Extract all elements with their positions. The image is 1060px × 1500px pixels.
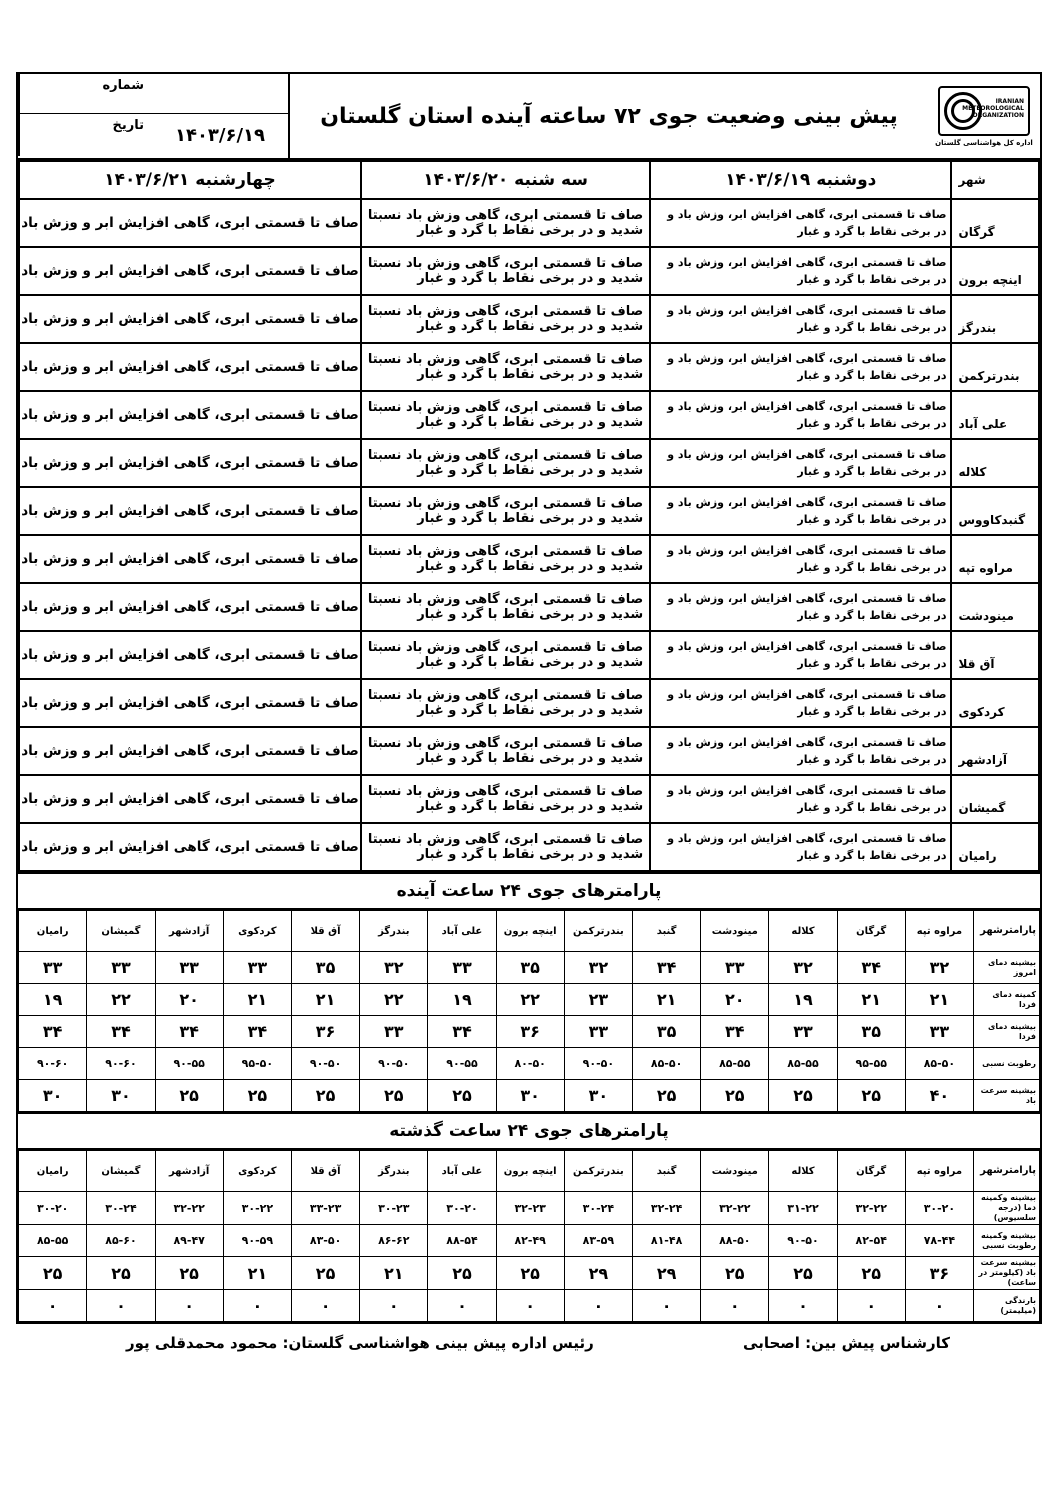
- param-value: ۳۰: [496, 1080, 564, 1112]
- day3-forecast: صاف تا قسمتی ابری، گاهی افزایش ابر و وزش باد: [19, 823, 361, 871]
- param-value: ۳۴: [19, 1016, 87, 1048]
- param-value: ۳۳: [428, 952, 496, 984]
- day2-forecast: صاف تا قسمتی ابری، گاهی وزش باد نسبتا شدید و در برخی نقاط با گرد و غبار: [361, 295, 650, 343]
- param-value: ۲۵: [428, 1080, 496, 1112]
- day1-forecast: صاف تا قسمتی ابری، گاهی افزایش ابر، وزش باد و در برخی نقاط با گرد و غبار: [650, 343, 951, 391]
- param-value: ۳۲-۲۲: [701, 1192, 769, 1225]
- logo-emblem: [938, 86, 1030, 136]
- param-label: کمینه دمای فردا: [974, 984, 1040, 1016]
- city-column-header: مینودشت: [701, 911, 769, 952]
- city-column-header: رامیان: [19, 1151, 87, 1192]
- param-value: ۳۴: [701, 1016, 769, 1048]
- param-value: ۳۰-۲۰: [905, 1192, 973, 1225]
- day1-forecast: صاف تا قسمتی ابری، گاهی افزایش ابر، وزش باد و در برخی نقاط با گرد و غبار: [650, 199, 951, 247]
- logo-caption: اداره کل هواشناسی گلستان: [935, 138, 1033, 147]
- number-label: شماره: [18, 74, 152, 114]
- forecast-row: [19, 727, 1039, 775]
- param-value: ۸۳-۵۰: [291, 1225, 359, 1257]
- param-value: ۹۰-۵۰: [564, 1048, 632, 1080]
- param-value: ۳۰-۲۴: [564, 1192, 632, 1225]
- param-value: ۰: [496, 1290, 564, 1322]
- city-column-header: کردکوی: [223, 1151, 291, 1192]
- day1-forecast: صاف تا قسمتی ابری، گاهی افزایش ابر، وزش باد و در برخی نقاط با گرد و غبار: [650, 631, 951, 679]
- day2-forecast: صاف تا قسمتی ابری، گاهی وزش باد نسبتا شدید و در برخی نقاط با گرد و غبار: [361, 823, 650, 871]
- city-column-header: اینچه برون: [496, 911, 564, 952]
- page-title: پیش بینی وضعیت جوی ۷۲ ساعته آینده استان گلستان: [320, 103, 898, 129]
- city-column-header: گنبد: [632, 1151, 700, 1192]
- param-value: ۳۶: [291, 1016, 359, 1048]
- city-column-header: گمیشان: [87, 911, 155, 952]
- day1-forecast: صاف تا قسمتی ابری، گاهی افزایش ابر، وزش باد و در برخی نقاط با گرد و غبار: [650, 391, 951, 439]
- param-value: ۳۳: [155, 952, 223, 984]
- param-value: ۲۵: [155, 1257, 223, 1290]
- param-value: ۸۸-۵۴: [428, 1225, 496, 1257]
- param-value: ۲۵: [769, 1080, 837, 1112]
- past24-title: پارامترهای جوی ۲۴ ساعت گذشته: [18, 1112, 1040, 1150]
- param-value: ۸۶-۶۲: [360, 1225, 428, 1257]
- forecast-table: [18, 160, 1040, 872]
- param-value: ۳۳: [223, 952, 291, 984]
- param-value: ۲۵: [701, 1080, 769, 1112]
- param-row: [19, 1290, 1040, 1322]
- param-value: ۰: [564, 1290, 632, 1322]
- param-value: ۳۰-۲۳: [360, 1192, 428, 1225]
- param-value: ۲۵: [19, 1257, 87, 1290]
- city-column-header: مراوه تپه: [905, 911, 973, 952]
- param-value: ۲۱: [905, 984, 973, 1016]
- city-column-header: کلاله: [769, 1151, 837, 1192]
- param-row: [19, 1080, 1040, 1112]
- param-value: ۳۴: [155, 1016, 223, 1048]
- param-value: ۸۸-۵۰: [701, 1225, 769, 1257]
- param-value: ۳۲: [360, 952, 428, 984]
- param-value: ۳۲: [905, 952, 973, 984]
- city-name: آزادشهر: [951, 727, 1039, 775]
- param-value: ۳۳: [564, 1016, 632, 1048]
- param-value: ۳۲: [564, 952, 632, 984]
- city-column-header: گمیشان: [87, 1151, 155, 1192]
- param-value: ۹۰-۶۰: [87, 1048, 155, 1080]
- day3-forecast: صاف تا قسمتی ابری، گاهی افزایش ابر و وزش باد: [19, 535, 361, 583]
- city-column-header: آق قلا: [291, 911, 359, 952]
- day3-forecast: صاف تا قسمتی ابری، گاهی افزایش ابر و وزش باد: [19, 487, 361, 535]
- param-value: ۲۱: [837, 984, 905, 1016]
- param-value: ۲۹: [632, 1257, 700, 1290]
- param-value: ۸۵-۵۰: [632, 1048, 700, 1080]
- param-value: ۸۵-۵۵: [701, 1048, 769, 1080]
- forecast-row: [19, 535, 1039, 583]
- city-column-header: کردکوی: [223, 911, 291, 952]
- param-value: ۳۳: [905, 1016, 973, 1048]
- param-value: ۳۴: [223, 1016, 291, 1048]
- param-row: [19, 1192, 1040, 1225]
- city-column-header: گنبد: [632, 911, 700, 952]
- param-value: ۲۱: [291, 984, 359, 1016]
- param-value: ۹۵-۵۵: [837, 1048, 905, 1080]
- param-value: ۸۵-۵۰: [905, 1048, 973, 1080]
- day2-forecast: صاف تا قسمتی ابری، گاهی وزش باد نسبتا شدید و در برخی نقاط با گرد و غبار: [361, 343, 650, 391]
- param-value: ۹۵-۵۰: [223, 1048, 291, 1080]
- param-value: ۳۴: [632, 952, 700, 984]
- param-value: ۳۰-۲۰: [19, 1192, 87, 1225]
- day3-forecast: صاف تا قسمتی ابری، گاهی افزایش ابر و وزش باد: [19, 583, 361, 631]
- day1-forecast: صاف تا قسمتی ابری، گاهی افزایش ابر، وزش باد و در برخی نقاط با گرد و غبار: [650, 439, 951, 487]
- forecaster-name: کارشناس پیش بین: اصحابی: [743, 1334, 950, 1352]
- day-header: دوشنبه ۱۴۰۳/۶/۱۹: [650, 161, 951, 199]
- city-column-header: بندرگز: [360, 1151, 428, 1192]
- param-label: بیشینه وکمینه دما (درجه سلسیوس): [974, 1192, 1040, 1225]
- city-name: کلاله: [951, 439, 1039, 487]
- param-value: ۸۵-۵۵: [769, 1048, 837, 1080]
- param-value: ۰: [19, 1290, 87, 1322]
- param-label: بارندگی (میلیمتر): [974, 1290, 1040, 1322]
- param-value: ۰: [701, 1290, 769, 1322]
- day1-forecast: صاف تا قسمتی ابری، گاهی افزایش ابر، وزش باد و در برخی نقاط با گرد و غبار: [650, 535, 951, 583]
- forecast-sheet: [16, 72, 1042, 1324]
- city-name: کردکوی: [951, 679, 1039, 727]
- param-value: ۲۵: [428, 1257, 496, 1290]
- param-value: ۰: [905, 1290, 973, 1322]
- param-value: ۰: [360, 1290, 428, 1322]
- param-value: ۳۲-۲۲: [837, 1192, 905, 1225]
- city-name: آق قلا: [951, 631, 1039, 679]
- param-label: بیشینه دمای فردا: [974, 1016, 1040, 1048]
- city-name: اینچه برون: [951, 247, 1039, 295]
- logo-text: IRANIAN METEOROLOGICAL ORGANIZATION: [962, 97, 1024, 119]
- city-column-header: بندرترکمن: [564, 1151, 632, 1192]
- param-value: ۸۲-۵۴: [837, 1225, 905, 1257]
- next24-table: [18, 910, 1040, 1112]
- param-value: ۳۲-۲۲: [155, 1192, 223, 1225]
- param-value: ۳۴: [837, 952, 905, 984]
- param-value: ۳۰: [19, 1080, 87, 1112]
- param-value: ۲۵: [496, 1257, 564, 1290]
- forecast-row: [19, 775, 1039, 823]
- param-value: ۳۵: [496, 952, 564, 984]
- param-value: ۳۰-۲۴: [87, 1192, 155, 1225]
- forecast-row: [19, 199, 1039, 247]
- city-column-header: رامیان: [19, 911, 87, 952]
- past24-table: [18, 1150, 1040, 1322]
- param-value: ۴۰: [905, 1080, 973, 1112]
- day3-forecast: صاف تا قسمتی ابری، گاهی افزایش ابر و وزش باد: [19, 679, 361, 727]
- day2-forecast: صاف تا قسمتی ابری، گاهی وزش باد نسبتا شدید و در برخی نقاط با گرد و غبار: [361, 247, 650, 295]
- day3-forecast: صاف تا قسمتی ابری، گاهی افزایش ابر و وزش باد: [19, 247, 361, 295]
- day2-forecast: صاف تا قسمتی ابری، گاهی وزش باد نسبتا شدید و در برخی نقاط با گرد و غبار: [361, 535, 650, 583]
- day2-forecast: صاف تا قسمتی ابری، گاهی وزش باد نسبتا شدید و در برخی نقاط با گرد و غبار: [361, 775, 650, 823]
- param-column-header: پارامترشهر: [974, 911, 1040, 952]
- param-value: ۱۹: [428, 984, 496, 1016]
- param-value: ۰: [87, 1290, 155, 1322]
- param-value: ۰: [155, 1290, 223, 1322]
- forecast-row: [19, 247, 1039, 295]
- day3-forecast: صاف تا قسمتی ابری، گاهی افزایش ابر و وزش باد: [19, 775, 361, 823]
- city-name: مراوه تپه: [951, 535, 1039, 583]
- param-value: ۲۵: [155, 1080, 223, 1112]
- param-value: ۳۲: [769, 952, 837, 984]
- city-column-header: شهر: [951, 161, 1039, 199]
- city-column-header: آزادشهر: [155, 1151, 223, 1192]
- param-value: ۲۵: [632, 1080, 700, 1112]
- day1-forecast: صاف تا قسمتی ابری، گاهی افزایش ابر، وزش باد و در برخی نقاط با گرد و غبار: [650, 583, 951, 631]
- param-value: ۰: [428, 1290, 496, 1322]
- param-row: [19, 1048, 1040, 1080]
- param-value: ۳۰-۲۲: [223, 1192, 291, 1225]
- city-column-header: مینودشت: [701, 1151, 769, 1192]
- param-value: ۹۰-۵۰: [291, 1048, 359, 1080]
- param-value: ۲۵: [291, 1257, 359, 1290]
- param-value: ۲۲: [360, 984, 428, 1016]
- param-value: ۹۰-۵۰: [769, 1225, 837, 1257]
- param-value: ۳۵: [837, 1016, 905, 1048]
- param-value: ۱۹: [19, 984, 87, 1016]
- day3-forecast: صاف تا قسمتی ابری، گاهی افزایش ابر و وزش باد: [19, 199, 361, 247]
- city-name: گرگان: [951, 199, 1039, 247]
- day2-forecast: صاف تا قسمتی ابری، گاهی وزش باد نسبتا شدید و در برخی نقاط با گرد و غبار: [361, 199, 650, 247]
- param-value: ۰: [837, 1290, 905, 1322]
- param-value: ۸۹-۴۷: [155, 1225, 223, 1257]
- date-label: تاریخ: [18, 114, 152, 156]
- param-value: ۳۳-۲۳: [291, 1192, 359, 1225]
- param-value: ۹۰-۵۵: [428, 1048, 496, 1080]
- param-value: ۳۳: [701, 952, 769, 984]
- day-header: سه شنبه ۱۴۰۳/۶/۲۰: [361, 161, 650, 199]
- forecast-row: [19, 439, 1039, 487]
- city-column-header: کلاله: [769, 911, 837, 952]
- param-value: ۲۱: [223, 984, 291, 1016]
- param-value: ۸۵-۵۵: [19, 1225, 87, 1257]
- city-column-header: مراوه تپه: [905, 1151, 973, 1192]
- forecast-row: [19, 343, 1039, 391]
- param-label: بیشینه سرعت باد (کیلومتر در ساعت): [974, 1257, 1040, 1290]
- city-name: رامیان: [951, 823, 1039, 871]
- param-row: [19, 1016, 1040, 1048]
- city-column-header: بندرترکمن: [564, 911, 632, 952]
- param-value: ۲۹: [564, 1257, 632, 1290]
- city-name: بندرترکمن: [951, 343, 1039, 391]
- param-value: ۲۱: [632, 984, 700, 1016]
- forecast-row: [19, 583, 1039, 631]
- param-label: بیشینه سرعت باد: [974, 1080, 1040, 1112]
- param-value: ۰: [223, 1290, 291, 1322]
- param-value: ۳۳: [769, 1016, 837, 1048]
- param-value: ۳۰: [564, 1080, 632, 1112]
- param-value: ۲۵: [701, 1257, 769, 1290]
- param-value: ۰: [769, 1290, 837, 1322]
- param-value: ۳۰-۲۰: [428, 1192, 496, 1225]
- day1-forecast: صاف تا قسمتی ابری، گاهی افزایش ابر، وزش باد و در برخی نقاط با گرد و غبار: [650, 727, 951, 775]
- city-column-header: علی آباد: [428, 1151, 496, 1192]
- forecast-row: [19, 295, 1039, 343]
- city-column-header: اینچه برون: [496, 1151, 564, 1192]
- day2-forecast: صاف تا قسمتی ابری، گاهی وزش باد نسبتا شدید و در برخی نقاط با گرد و غبار: [361, 727, 650, 775]
- day2-forecast: صاف تا قسمتی ابری، گاهی وزش باد نسبتا شدید و در برخی نقاط با گرد و غبار: [361, 487, 650, 535]
- param-header-row: [19, 911, 1040, 952]
- param-value: ۲۵: [360, 1080, 428, 1112]
- city-name: بندرگز: [951, 295, 1039, 343]
- param-value: ۹۰-۵۹: [223, 1225, 291, 1257]
- head-name: رئیس اداره پیش بینی هواشناسی گلستان: محمود محمدقلی پور: [126, 1334, 594, 1352]
- param-value: ۲۵: [291, 1080, 359, 1112]
- param-value: ۲۵: [223, 1080, 291, 1112]
- param-value: ۰: [632, 1290, 700, 1322]
- param-column-header: پارامترشهر: [974, 1151, 1040, 1192]
- param-value: ۸۵-۶۰: [87, 1225, 155, 1257]
- param-label: رطوبت نسبی: [974, 1048, 1040, 1080]
- day3-forecast: صاف تا قسمتی ابری، گاهی افزایش ابر و وزش باد: [19, 727, 361, 775]
- day1-forecast: صاف تا قسمتی ابری، گاهی افزایش ابر، وزش باد و در برخی نقاط با گرد و غبار: [650, 247, 951, 295]
- day1-forecast: صاف تا قسمتی ابری، گاهی افزایش ابر، وزش باد و در برخی نقاط با گرد و غبار: [650, 295, 951, 343]
- param-value: ۲۵: [769, 1257, 837, 1290]
- param-value: ۲۰: [701, 984, 769, 1016]
- number-value: [152, 74, 288, 114]
- day1-forecast: صاف تا قسمتی ابری، گاهی افزایش ابر، وزش باد و در برخی نقاط با گرد و غبار: [650, 775, 951, 823]
- param-value: ۹۰-۵۵: [155, 1048, 223, 1080]
- param-value: ۳۴: [428, 1016, 496, 1048]
- param-value: ۲۵: [837, 1257, 905, 1290]
- param-value: ۹۰-۶۰: [19, 1048, 87, 1080]
- param-value: ۲۲: [87, 984, 155, 1016]
- param-value: ۳۱-۲۲: [769, 1192, 837, 1225]
- day2-forecast: صاف تا قسمتی ابری، گاهی وزش باد نسبتا شدید و در برخی نقاط با گرد و غبار: [361, 439, 650, 487]
- day3-forecast: صاف تا قسمتی ابری، گاهی افزایش ابر و وزش باد: [19, 439, 361, 487]
- forecast-row: [19, 487, 1039, 535]
- param-value: ۳۵: [632, 1016, 700, 1048]
- param-value: ۳۶: [496, 1016, 564, 1048]
- city-name: علی آباد: [951, 391, 1039, 439]
- param-value: ۷۸-۴۴: [905, 1225, 973, 1257]
- param-value: ۹۰-۵۰: [360, 1048, 428, 1080]
- day2-forecast: صاف تا قسمتی ابری، گاهی وزش باد نسبتا شدید و در برخی نقاط با گرد و غبار: [361, 679, 650, 727]
- forecast-row: [19, 679, 1039, 727]
- day2-forecast: صاف تا قسمتی ابری، گاهی وزش باد نسبتا شدید و در برخی نقاط با گرد و غبار: [361, 631, 650, 679]
- param-value: ۸۲-۴۹: [496, 1225, 564, 1257]
- param-label: بیشینه دمای امروز: [974, 952, 1040, 984]
- param-value: ۳۵: [291, 952, 359, 984]
- param-value: ۸۱-۴۸: [632, 1225, 700, 1257]
- param-row: [19, 1257, 1040, 1290]
- day-header: چهارشنبه ۱۴۰۳/۶/۲۱: [19, 161, 361, 199]
- param-value: ۸۳-۵۹: [564, 1225, 632, 1257]
- param-value: ۲۱: [223, 1257, 291, 1290]
- document-meta: [18, 74, 290, 158]
- forecast-row: [19, 823, 1039, 871]
- param-value: ۳۳: [87, 952, 155, 984]
- param-value: ۸۰-۵۰: [496, 1048, 564, 1080]
- param-value: ۲۱: [360, 1257, 428, 1290]
- day2-forecast: صاف تا قسمتی ابری، گاهی وزش باد نسبتا شدید و در برخی نقاط با گرد و غبار: [361, 391, 650, 439]
- param-row: [19, 984, 1040, 1016]
- param-value: ۳۴: [87, 1016, 155, 1048]
- day1-forecast: صاف تا قسمتی ابری، گاهی افزایش ابر، وزش باد و در برخی نقاط با گرد و غبار: [650, 823, 951, 871]
- param-value: ۰: [291, 1290, 359, 1322]
- next24-title: پارامترهای جوی ۲۴ ساعت آینده: [18, 872, 1040, 910]
- param-row: [19, 1225, 1040, 1257]
- param-value: ۲۳: [564, 984, 632, 1016]
- param-value: ۳۲-۲۴: [632, 1192, 700, 1225]
- forecast-row: [19, 391, 1039, 439]
- param-value: ۲۵: [87, 1257, 155, 1290]
- city-column-header: گرگان: [837, 1151, 905, 1192]
- sheet-header: [18, 74, 1040, 160]
- city-column-header: آق قلا: [291, 1151, 359, 1192]
- param-value: ۱۹: [769, 984, 837, 1016]
- day1-forecast: صاف تا قسمتی ابری، گاهی افزایش ابر، وزش باد و در برخی نقاط با گرد و غبار: [650, 487, 951, 535]
- city-column-header: علی آباد: [428, 911, 496, 952]
- date-value: ۱۴۰۳/۶/۱۹: [174, 124, 266, 146]
- day3-forecast: صاف تا قسمتی ابری، گاهی افزایش ابر و وزش باد: [19, 343, 361, 391]
- param-value: ۳۳: [360, 1016, 428, 1048]
- city-column-header: آزادشهر: [155, 911, 223, 952]
- day3-forecast: صاف تا قسمتی ابری، گاهی افزایش ابر و وزش باد: [19, 295, 361, 343]
- day2-forecast: صاف تا قسمتی ابری، گاهی وزش باد نسبتا شدید و در برخی نقاط با گرد و غبار: [361, 583, 650, 631]
- param-value: ۳۲-۲۳: [496, 1192, 564, 1225]
- city-name: گمیشان: [951, 775, 1039, 823]
- param-value: ۲۰: [155, 984, 223, 1016]
- forecast-row: [19, 631, 1039, 679]
- city-column-header: گرگان: [837, 911, 905, 952]
- param-value: ۳۳: [19, 952, 87, 984]
- organization-logo: [928, 74, 1040, 158]
- param-row: [19, 952, 1040, 984]
- day1-forecast: صاف تا قسمتی ابری، گاهی افزایش ابر، وزش باد و در برخی نقاط با گرد و غبار: [650, 679, 951, 727]
- signatures: [16, 1334, 1042, 1352]
- city-column-header: بندرگز: [360, 911, 428, 952]
- param-value: ۲۵: [837, 1080, 905, 1112]
- param-header-row: [19, 1151, 1040, 1192]
- param-value: ۳۶: [905, 1257, 973, 1290]
- city-name: گنبدکاووس: [951, 487, 1039, 535]
- param-label: بیشینه وکمینه رطوبت نسبی: [974, 1225, 1040, 1257]
- city-name: مینودشت: [951, 583, 1039, 631]
- day3-forecast: صاف تا قسمتی ابری، گاهی افزایش ابر و وزش باد: [19, 391, 361, 439]
- param-value: ۳۰: [87, 1080, 155, 1112]
- param-value: ۲۲: [496, 984, 564, 1016]
- day3-forecast: صاف تا قسمتی ابری، گاهی افزایش ابر و وزش باد: [19, 631, 361, 679]
